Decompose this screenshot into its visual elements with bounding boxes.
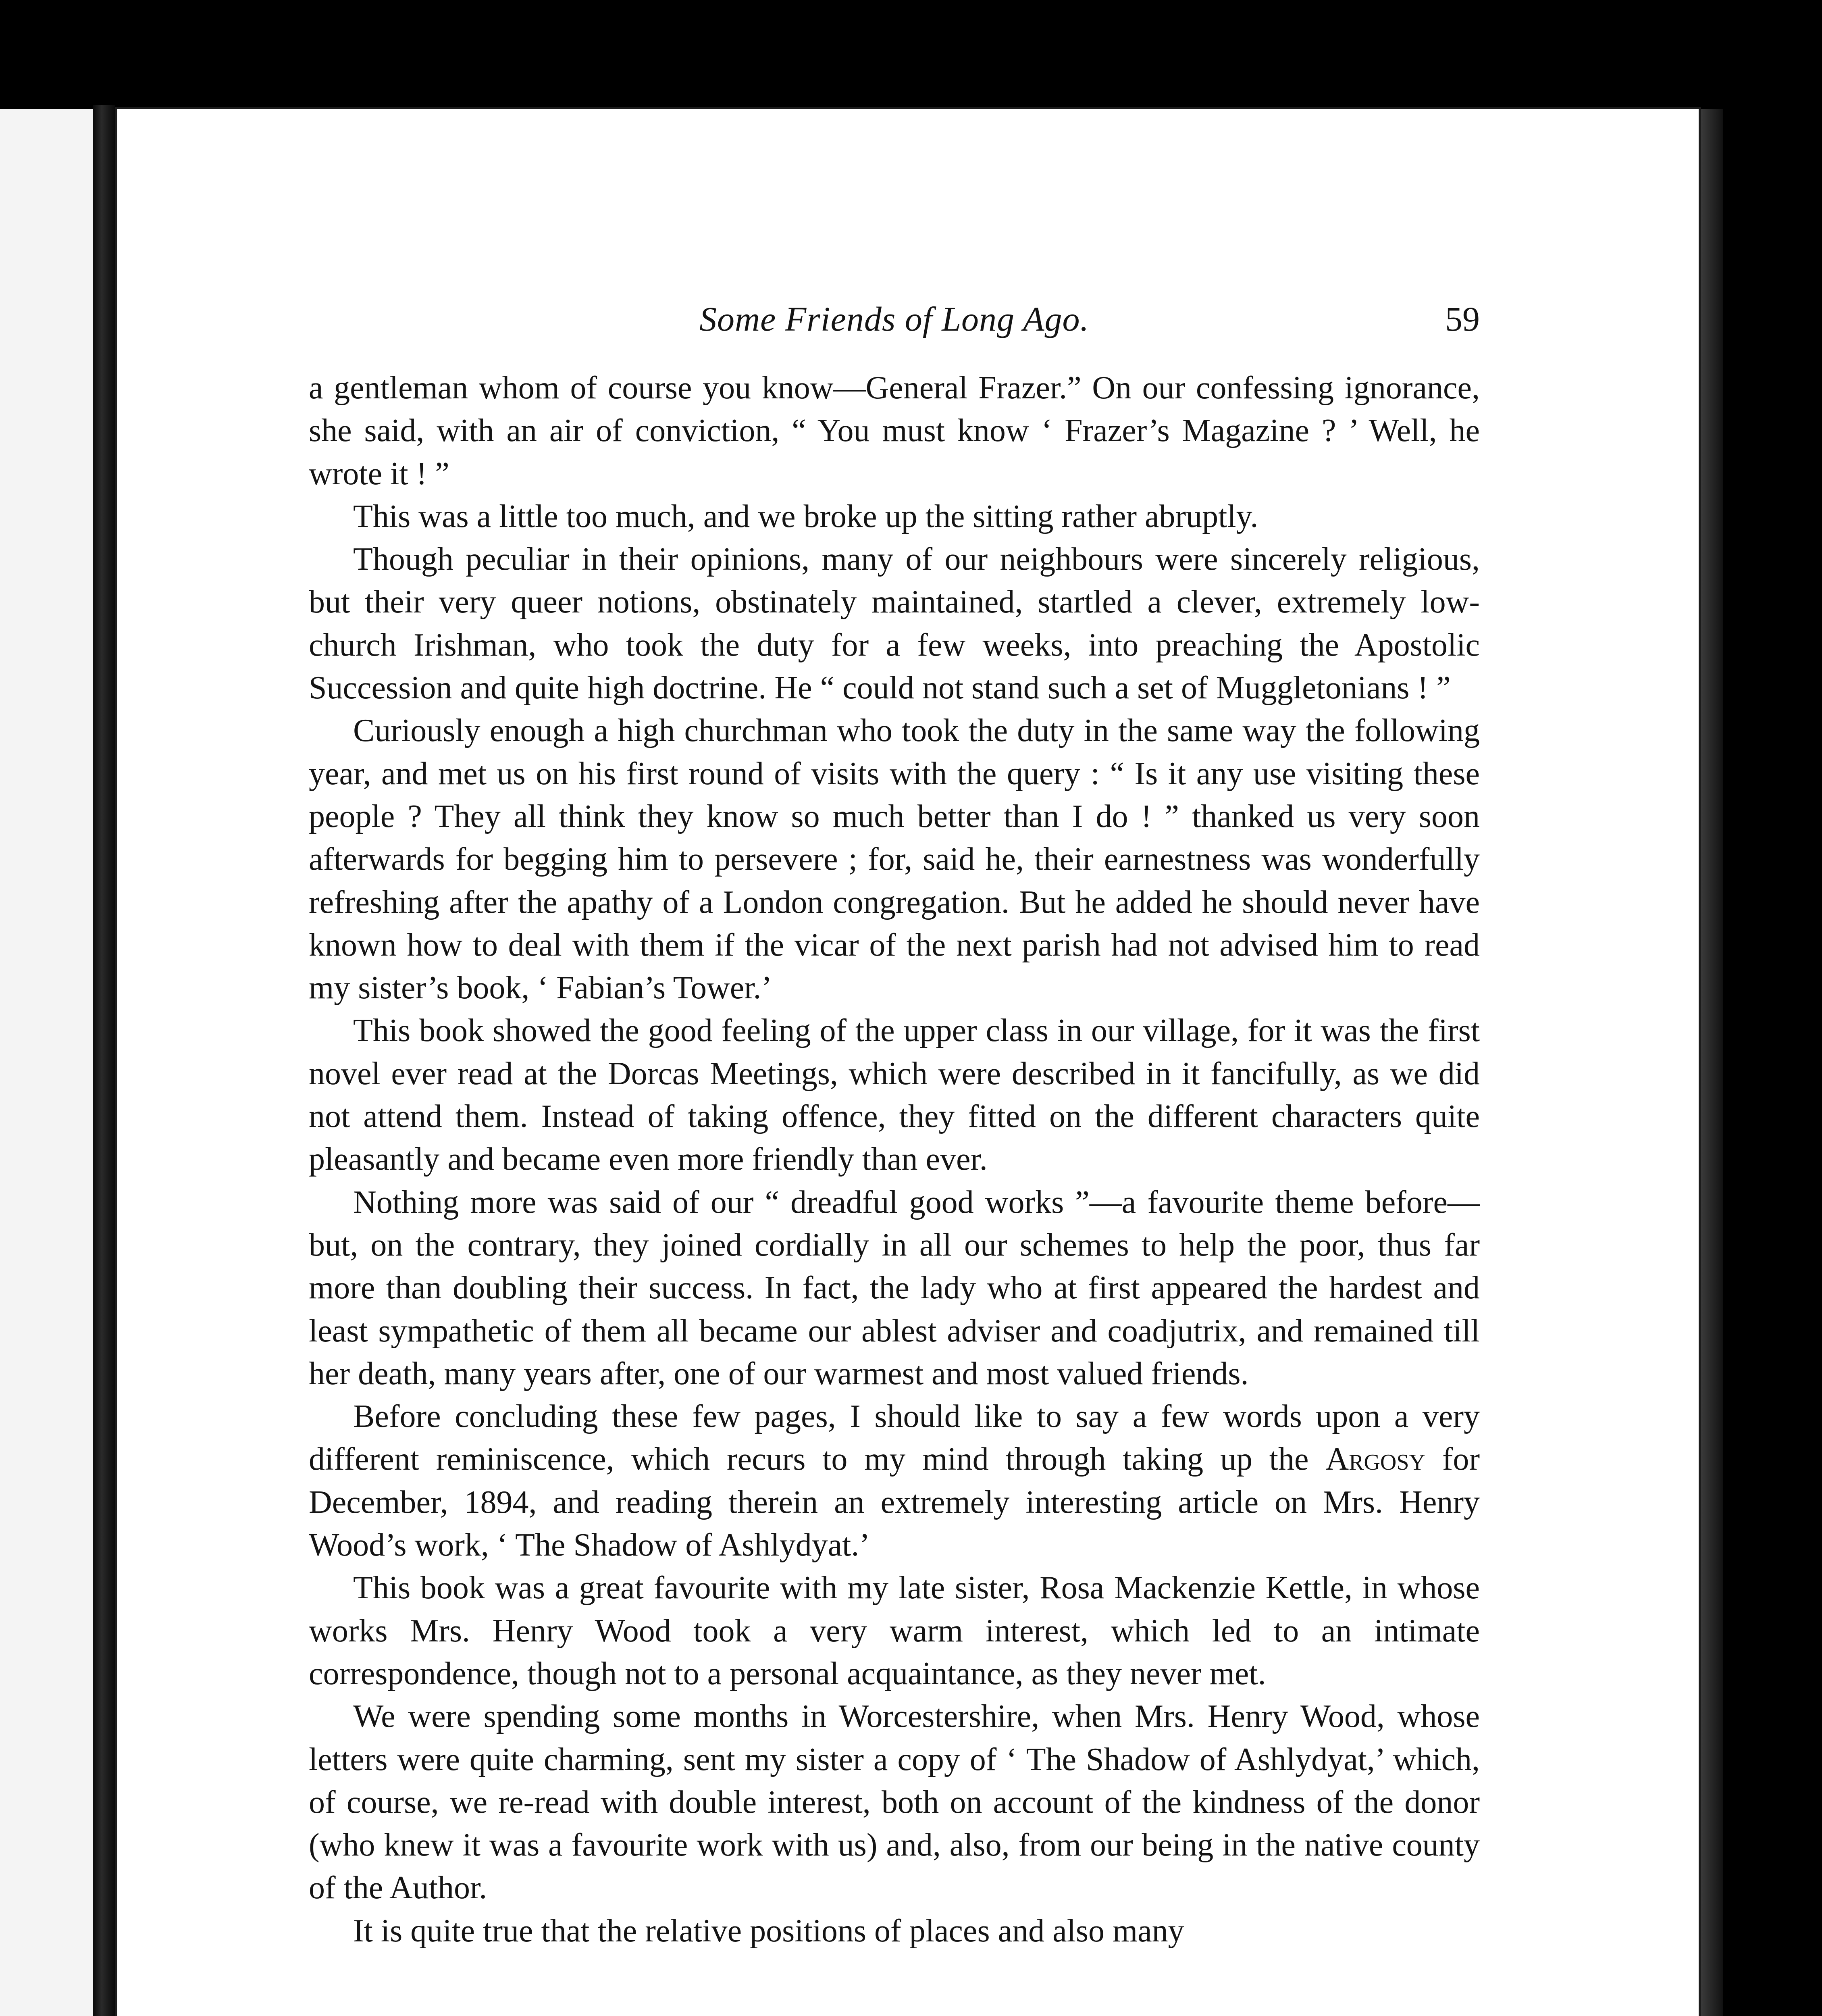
facing-page-edge <box>0 109 97 2016</box>
paragraph: We were spending some months in Worcestershire, when Mrs. Henry Wood, whose letters were quite charming, sent my sister a copy of ‘ The Shadow of Ashlydyat,’ which, of course, we re-read with double interest, both on account of the kindness of the donor (who knew it was a favourite work with us) and, also, from our being in the native county of the Author. <box>309 1699 1480 1906</box>
paragraph-text: Before concluding these few pages, I should like to say a few words upon a very different reminiscence, which recurs to my mind through taking up the <box>309 1399 1480 1477</box>
body-text <box>309 367 1480 1952</box>
paragraph: a gentleman whom of course you know—General Frazer.” On our confessing ignorance, she said, with an air of conviction, “ You must know ‘ Frazer’s Magazine ? ’ Well, he wrote it ! ” <box>309 370 1480 492</box>
running-head-title: Some Friends of Long Ago. <box>699 300 1089 338</box>
paragraph: This was a little too much, and we broke up the sitting rather abruptly. <box>353 498 1258 534</box>
paragraph-text: for December, 1894, and reading therein an extremely interesting article on Mrs. Henry Wood’s work, ‘ The Shadow of Ashlydyat.’ <box>309 1441 1480 1563</box>
page-number: 59 <box>1445 300 1480 338</box>
book-page <box>115 107 1701 2016</box>
book-gutter <box>93 105 115 2016</box>
running-head <box>309 299 1480 355</box>
paragraph <box>309 1395 1480 1566</box>
paragraph: This book showed the good feeling of the upper class in our village, for it was the first novel ever read at the Dorcas Meetings, which were described in it fancifully, as we did not attend them. Instead of taking offence, they fitted on the different characters quite pleasantly and became even more friendly than ever. <box>309 1013 1480 1177</box>
paragraph: Nothing more was said of our “ dreadful good works ”—a favourite theme before—but, on the contrary, they joined cordially in all our schemes to help the poor, thus far more than doubling their success. In fact, the lady who at first appeared the hardest and least sympathetic of them all became our ablest adviser and coadjutrix, and remained till her death, many years after, one of our warmest and most valued friends. <box>309 1184 1480 1391</box>
paragraph: It is quite true that the relative positions of places and also many <box>353 1913 1184 1949</box>
paragraph: Curiously enough a high churchman who took the duty in the same way the following year, and met us on his first round of visits with the query : “ Is it any use visiting these people ? They all think they know so much better than I do ! ” thanked us very soon afterwards for begging him to persevere ; for, said he, their earnestness was wonderfully refreshing after the apathy of a London congregation. But he added he should never have known how to deal with them if the vicar of the next parish had not advised him to read my sister’s book, ‘ Fabian’s Tower.’ <box>309 713 1480 1006</box>
magazine-title: Argosy <box>1325 1441 1425 1477</box>
page-edge-shadow <box>1701 109 1723 2016</box>
paragraph: This book was a great favourite with my late sister, Rosa Mackenzie Kettle, in whose works Mrs. Henry Wood took a very warm interest, which led to an intimate correspondence, though not to a personal acquaintance, as they never met. <box>309 1570 1480 1691</box>
page-content <box>309 299 1480 1952</box>
paragraph: Though peculiar in their opinions, many of our neighbours were sincerely religious, but their very queer notions, obstinately maintained, startled a clever, extremely low-church Irishman, who took the duty for a few weeks, into preaching the Apostolic Succession and quite high doctrine. He “ could not stand such a set of Muggletonians ! ” <box>309 541 1480 706</box>
